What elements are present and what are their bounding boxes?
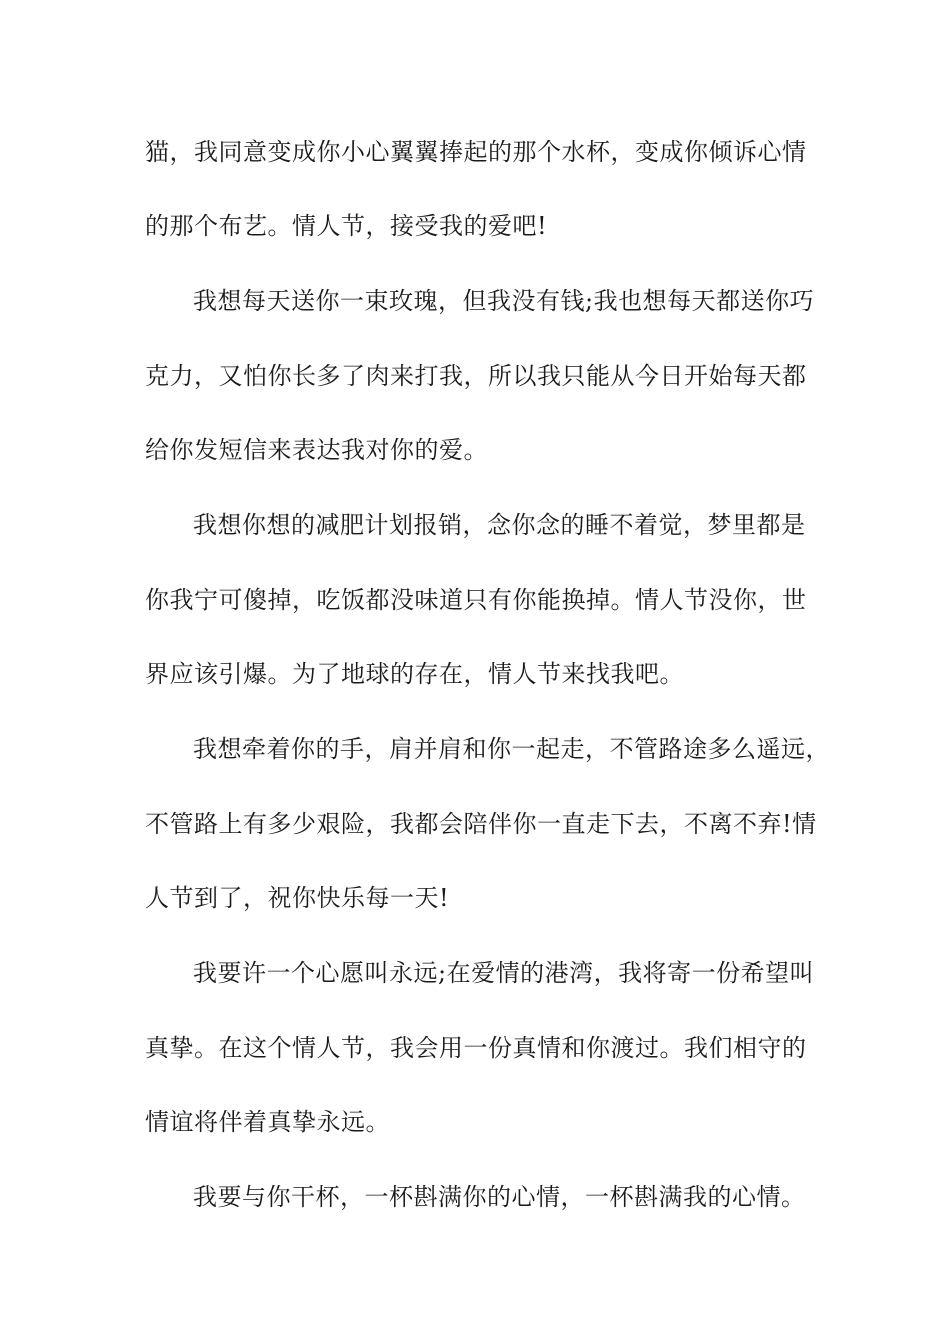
- text-line: 的那个布艺。情人节，接受我的爱吧!: [145, 212, 548, 240]
- paragraph-start-line: 我想你想的减肥计划报销，念你念的睡不着觉，梦里都是: [193, 511, 806, 539]
- text-line: 克力，又怕你长多了肉来打我，所以我只能从今日开始每天都: [145, 362, 807, 390]
- paragraph-start-line: 我要与你干杯，一杯斟满你的心情，一杯斟满我的心情。: [193, 1183, 806, 1211]
- text-line: 给你发短信来表达我对你的爱。: [145, 436, 488, 464]
- text-line: 真挚。在这个情人节，我会用一份真情和你渡过。我们相守的: [145, 1034, 807, 1062]
- text-line: 不管路上有多少艰险，我都会陪伴你一直走下去，不离不弃!情: [145, 810, 817, 838]
- text-line: 你我宁可傻掉，吃饭都没味道只有你能换掉。情人节没你，世: [145, 586, 807, 614]
- text-line: 界应该引爆。为了地球的存在，情人节来找我吧。: [145, 660, 684, 688]
- paragraph-start-line: 我要许一个心愿叫永远;在爱情的港湾，我将寄一份希望叫: [193, 959, 815, 987]
- text-line: 情谊将伴着真挚永远。: [145, 1108, 390, 1136]
- paragraph-start-line: 我想每天送你一束玫瑰，但我没有钱;我也想每天都送你巧: [193, 287, 815, 315]
- text-line: 人节到了，祝你快乐每一天!: [145, 884, 450, 912]
- text-line: 猫，我同意变成你小心翼翼捧起的那个水杯，变成你倾诉心情: [145, 138, 807, 166]
- paragraph-start-line: 我想牵着你的手，肩并肩和你一起走，不管路途多么遥远，: [193, 735, 830, 763]
